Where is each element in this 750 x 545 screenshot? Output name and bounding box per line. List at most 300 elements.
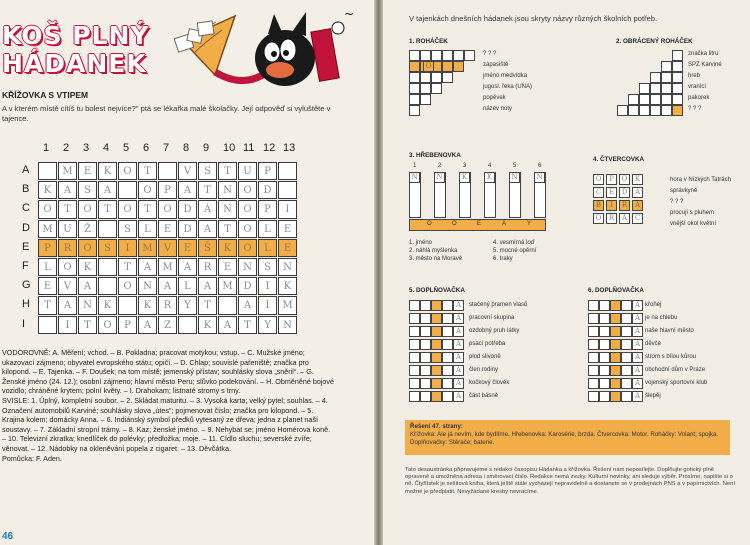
grid-cell: T — [198, 296, 217, 314]
sec3-top-letter: N — [434, 172, 445, 183]
grid-cell: S — [98, 239, 117, 257]
sec5-cell — [442, 326, 453, 337]
row-letter: H — [22, 298, 30, 311]
grid-cell: T — [78, 316, 97, 334]
grid-cell: K — [98, 162, 117, 180]
puzzle-cell — [672, 72, 683, 83]
grid-cell: R — [198, 258, 217, 276]
column-number: 13 — [283, 142, 296, 154]
grid-cell: D — [178, 200, 197, 218]
sec5-cell — [431, 339, 442, 350]
puzzle-cell — [431, 72, 442, 83]
sec6-clue: křoňej — [645, 302, 662, 308]
sec3-top-letter: N — [534, 172, 545, 183]
grid-cell — [98, 258, 117, 276]
sec5-cell: A — [453, 313, 464, 324]
grid-cell: A — [178, 181, 197, 199]
sec5-cell: A — [453, 391, 464, 402]
sec6-cell — [621, 313, 632, 324]
grid-cell: P — [258, 200, 277, 218]
sec4-clue: vnější okol květní — [670, 221, 717, 227]
sec4-clue: hora v Nízkých Tatrách — [670, 177, 731, 183]
sec5-clue: člen rodiny — [469, 367, 499, 373]
sec5-cell — [431, 365, 442, 376]
sec6-cell — [621, 339, 632, 350]
grid-cell: N — [278, 258, 297, 276]
sec5-cell — [409, 313, 420, 324]
sec6-cell — [610, 326, 621, 337]
grid-cell: T — [138, 162, 157, 180]
puzzle-cell — [672, 83, 683, 94]
grid-cell: T — [118, 258, 137, 276]
sec5-cell — [409, 378, 420, 389]
column-number: 10 — [223, 142, 236, 154]
sec4-cell: E — [606, 187, 617, 198]
puzzle-cell — [409, 50, 420, 61]
puzzle-cell — [650, 83, 661, 94]
sec3-top-letter: K — [459, 172, 470, 183]
sec6-cell — [621, 326, 632, 337]
sec5-cell: A — [453, 378, 464, 389]
sec1-clue: ? ? ? — [483, 51, 497, 57]
sec5-cell — [409, 300, 420, 311]
puzzle-cell — [650, 94, 661, 105]
grid-cell: T — [58, 200, 77, 218]
grid-cell: M — [38, 220, 57, 238]
svg-text:~: ~ — [344, 7, 355, 21]
grid-cell: I — [258, 277, 277, 295]
sec2-clue: značka litru — [688, 51, 719, 57]
sec5-cell — [420, 339, 431, 350]
sec5-cell — [442, 391, 453, 402]
sec5-cell — [420, 365, 431, 376]
grid-cell: E — [278, 239, 297, 257]
sec5-cell — [431, 352, 442, 363]
sec5-cell — [442, 378, 453, 389]
column-number: 6 — [143, 142, 150, 154]
grid-cell: A — [138, 258, 157, 276]
puzzle-cell — [409, 61, 420, 72]
sec6-cell — [610, 313, 621, 324]
sec3-bottom-letter: A — [502, 221, 507, 227]
grid-cell — [118, 296, 137, 314]
title-line-2: HÁDANEK — [2, 49, 147, 78]
grid-cell: Ž — [78, 220, 97, 238]
sec2-clue: pakorek — [688, 95, 710, 101]
sec1-clue: název noty — [483, 106, 513, 112]
puzzle-cell — [442, 61, 453, 72]
grid-cell: D — [178, 220, 197, 238]
sec5-cell — [409, 365, 420, 376]
grid-cell: T — [98, 200, 117, 218]
sec5-cell — [442, 339, 453, 350]
grid-cell: A — [178, 258, 197, 276]
results-box — [405, 420, 730, 455]
grid-cell — [38, 162, 57, 180]
grid-cell: T — [198, 181, 217, 199]
sec5-cell — [420, 313, 431, 324]
grid-cell: S — [78, 181, 97, 199]
puzzle-cell — [672, 50, 683, 61]
sec2-clue: hreb — [688, 73, 701, 79]
grid-cell: K — [218, 239, 237, 257]
puzzle-cell — [409, 105, 420, 116]
grid-cell: O — [238, 181, 257, 199]
grid-cell: I — [118, 239, 137, 257]
sec6-clue: vojenský sportovní klub — [645, 380, 708, 386]
crossword-subtitle: KŘÍŽOVKA S VTIPEM — [2, 90, 89, 100]
sec5-clue: psací potřeba — [469, 341, 506, 347]
sec4-cell: R — [619, 200, 630, 211]
sec5-cell: A — [453, 326, 464, 337]
sec6-cell — [588, 365, 599, 376]
sec6-cell — [588, 391, 599, 402]
grid-cell: A — [198, 277, 217, 295]
grid-cell: K — [278, 277, 297, 295]
sec6-cell: A — [632, 339, 643, 350]
sec3-col-number: 6 — [538, 163, 542, 169]
sec5-clue: plod slivoně — [469, 354, 501, 360]
sec4-cell: C — [632, 213, 643, 224]
grid-cell: A — [158, 277, 177, 295]
sec6-cell — [588, 378, 599, 389]
grid-cell: A — [78, 277, 97, 295]
sec6-cell: A — [632, 365, 643, 376]
puzzle-cell — [420, 83, 431, 94]
sec6-cell — [610, 391, 621, 402]
column-number: 9 — [203, 142, 210, 154]
sec6-cell — [621, 352, 632, 363]
grid-cell: T — [138, 200, 157, 218]
grid-cell: L — [38, 258, 57, 276]
column-number: 5 — [123, 142, 130, 154]
grid-cell: O — [58, 258, 77, 276]
grid-cell: L — [258, 239, 277, 257]
sec5-cell — [431, 391, 442, 402]
puzzle-cell — [650, 72, 661, 83]
grid-cell: O — [98, 316, 117, 334]
sec4-cell: R — [606, 213, 617, 224]
sec3-title: 3. HŘEBENOVKA — [409, 152, 461, 159]
sec5-cell — [442, 313, 453, 324]
grid-cell: O — [138, 181, 157, 199]
grid-cell: K — [98, 296, 117, 314]
sec2-clue: vranící — [688, 84, 707, 90]
sec1-clue: jméno medvídka — [483, 73, 528, 79]
grid-cell: E — [38, 277, 57, 295]
grid-cell: A — [58, 181, 77, 199]
grid-cell: I — [58, 316, 77, 334]
grid-cell: A — [138, 316, 157, 334]
sec6-cell — [610, 365, 621, 376]
grid-cell: P — [118, 316, 137, 334]
sec3-clue: 6. traky — [493, 256, 513, 262]
sec6-clue: obchodní dům v Praze — [645, 367, 706, 373]
grid-cell: S — [118, 220, 137, 238]
sec6-cell — [621, 378, 632, 389]
grid-cell: M — [218, 277, 237, 295]
grid-cell: O — [238, 220, 257, 238]
column-number: 1 — [43, 142, 50, 154]
grid-cell — [218, 296, 237, 314]
grid-cell: I — [258, 296, 277, 314]
grid-cell: T — [38, 296, 57, 314]
grid-cell: T — [218, 220, 237, 238]
sec6-cell: A — [632, 378, 643, 389]
grid-cell: D — [258, 181, 277, 199]
sec3-col-number: 2 — [438, 163, 442, 169]
puzzle-cell — [617, 105, 628, 116]
grid-cell: M — [278, 296, 297, 314]
puzzle-cell — [661, 94, 672, 105]
definitions-note: Pomůcka: F. Aden. — [2, 453, 62, 463]
sec3-top-letter: N — [409, 172, 420, 183]
sec3-col-number: 4 — [488, 163, 492, 169]
grid-cell: Á — [198, 200, 217, 218]
sec3-top-letter: N — [509, 172, 520, 183]
sec3-clue: 5. mocné opěrní — [493, 248, 537, 254]
sec5-cell — [420, 300, 431, 311]
sec3-bottom-letter: Y — [527, 221, 532, 227]
sec5-cell — [442, 365, 453, 376]
sec4-clue: procují s pluhem — [670, 210, 715, 216]
grid-cell: O — [118, 200, 137, 218]
sec4-cell: O — [619, 174, 630, 185]
grid-cell: R — [158, 296, 177, 314]
grid-cell: M — [158, 258, 177, 276]
grid-cell: M — [138, 239, 157, 257]
grid-cell: N — [238, 258, 257, 276]
sec6-clue: naše hlavní město — [645, 328, 694, 334]
book-gutter — [374, 0, 383, 545]
sec1-top-letter: O — [423, 61, 434, 72]
puzzle-cell — [409, 72, 420, 83]
puzzle-cell — [409, 94, 420, 105]
grid-cell: O — [118, 277, 137, 295]
sec3-col-number: 5 — [513, 163, 517, 169]
grid-cell: S — [198, 162, 217, 180]
sec6-clue: šlepěj — [645, 393, 661, 399]
sec6-cell — [588, 352, 599, 363]
row-letter: B — [22, 183, 30, 196]
sec6-cell — [599, 352, 610, 363]
sec5-cell — [420, 352, 431, 363]
sec4-cell: D — [619, 187, 630, 198]
grid-cell: L — [178, 277, 197, 295]
results-text: Křížovka: Ale já nevím, kde bydlíme. Hřebenovka: Karosérie, brzda. Čtvercovka: Motor. Roháčky: Volant; spojka. Doplňovačky: Stěrače; baterie. — [410, 431, 719, 446]
row-letter: C — [22, 202, 30, 215]
puzzle-cell — [420, 72, 431, 83]
row-letter: G — [22, 279, 31, 292]
sec6-cell — [599, 391, 610, 402]
sec6-cell — [588, 313, 599, 324]
puzzle-cell — [420, 94, 431, 105]
grid-cell — [98, 277, 117, 295]
grid-cell: O — [238, 200, 257, 218]
sec1-clue: jugosl. řeka (UNA) — [483, 84, 533, 90]
column-number: 12 — [263, 142, 276, 154]
puzzle-cell — [453, 50, 464, 61]
title-line-1: KOŠ PLNÝ — [2, 21, 150, 50]
puzzle-cell — [661, 83, 672, 94]
puzzle-cell — [661, 105, 672, 116]
grid-cell: O — [118, 162, 137, 180]
grid-cell: A — [98, 181, 117, 199]
sec5-cell: A — [453, 365, 464, 376]
sec4-cell: A — [632, 200, 643, 211]
grid-cell: A — [58, 296, 77, 314]
grid-cell: T — [218, 162, 237, 180]
sec5-cell — [409, 352, 420, 363]
sec5-clue: stačený pramen vlasů — [469, 302, 528, 308]
grid-cell: U — [58, 220, 77, 238]
sec4-cell: C — [593, 187, 604, 198]
puzzle-cell — [661, 72, 672, 83]
grid-cell — [98, 220, 117, 238]
grid-cell: O — [38, 200, 57, 218]
puzzle-cell — [420, 50, 431, 61]
grid-cell: E — [218, 258, 237, 276]
sec6-cell — [599, 339, 610, 350]
grid-cell: N — [78, 296, 97, 314]
puzzle-cell — [661, 61, 672, 72]
sec5-clue: pracovní skupina — [469, 315, 515, 321]
sec5-cell — [409, 326, 420, 337]
puzzle-cell — [672, 94, 683, 105]
sec5-cell — [431, 300, 442, 311]
grid-cell: M — [58, 162, 77, 180]
grid-cell — [118, 181, 137, 199]
sec6-cell — [599, 365, 610, 376]
sec6-cell — [610, 352, 621, 363]
puzzle-cell — [442, 50, 453, 61]
puzzle-cell — [628, 94, 639, 105]
sec6-cell: A — [632, 326, 643, 337]
sec6-cell — [588, 326, 599, 337]
page-number: 46 — [2, 531, 14, 542]
grid-cell: N — [138, 277, 157, 295]
sec6-cell — [621, 365, 632, 376]
sec5-cell: A — [453, 352, 464, 363]
column-number: 11 — [243, 142, 255, 154]
row-letter: A — [22, 164, 30, 176]
grid-cell: O — [238, 239, 257, 257]
grid-cell — [278, 162, 297, 180]
definitions — [2, 348, 335, 463]
grid-cell: O — [78, 239, 97, 257]
puzzle-cell — [431, 83, 442, 94]
sec6-cell — [610, 378, 621, 389]
sec5-clue: část básně — [469, 393, 499, 399]
sec4-cell: A — [619, 213, 630, 224]
sec6-cell: A — [632, 352, 643, 363]
grid-cell: E — [158, 220, 177, 238]
grid-cell — [158, 162, 177, 180]
grid-cell: P — [158, 181, 177, 199]
grid-cell: I — [278, 200, 297, 218]
grid-cell: V — [158, 239, 177, 257]
sec5-clue: ozdobný pruh látky — [469, 328, 520, 334]
sec5-cell — [420, 391, 431, 402]
sec2-title: 2. OBRÁCENÝ ROHÁČEK — [616, 38, 693, 45]
column-number: 2 — [63, 142, 70, 154]
column-number: 3 — [83, 142, 90, 154]
grid-cell: A — [218, 316, 237, 334]
sec1-clue: zápasiště — [483, 62, 509, 68]
page-title — [2, 22, 150, 78]
row-letter: D — [22, 221, 30, 234]
grid-cell: P — [38, 239, 57, 257]
left-page — [0, 0, 374, 545]
grid-cell: Y — [258, 316, 277, 334]
sec3-clue: 2. náhlá myšlenka — [409, 248, 458, 254]
grid-cell: L — [258, 220, 277, 238]
puzzle-cell — [650, 105, 661, 116]
grid-cell: K — [38, 181, 57, 199]
sec5-cell: A — [453, 339, 464, 350]
puzzle-cell — [442, 72, 453, 83]
right-page — [383, 0, 750, 545]
puzzle-cell — [453, 61, 464, 72]
sec5-cell — [442, 352, 453, 363]
grid-cell: E — [278, 220, 297, 238]
sec3-clue: 4. vesmírná loď — [493, 240, 535, 246]
crossword-intro: A v kterém místě cítíš tu bolest nejvíce?" ptá se lékařka malé školačky. Její odpověď si vyluštěte v tajence. — [2, 104, 331, 123]
grid-cell: O — [78, 200, 97, 218]
grid-cell: N — [218, 200, 237, 218]
grid-cell — [278, 181, 297, 199]
row-letter: F — [22, 260, 29, 272]
grid-cell: A — [198, 220, 217, 238]
row-letter: I — [22, 317, 26, 330]
grid-cell: D — [238, 277, 257, 295]
sec5-cell — [420, 378, 431, 389]
right-header: V tajenkách dnešních hádanek jsou skryty názvy různých školních potřeb. — [409, 14, 658, 23]
column-number: 7 — [163, 142, 170, 154]
sec6-clue: je na chlebu — [645, 315, 678, 321]
sec3-top-letter: K — [484, 172, 495, 183]
sec6-cell — [621, 300, 632, 311]
definitions-across: VODOROVNĚ: A. Měření; vchod. – B. Pokladna; pracovat motykou; vstup. – C. Mužské jméno; ukazovací zájmeno; obyvatel evropského státu; opičí. – D. Chlap; souvislé pařeniště; značka pro kilopond. – E. Tajenka. – F. Doušek; na tom místě; jemenský přístav; souhlásky slova „sněril“. – G. Ženské jméno (24. 12.); osobní zájmeno; hlavní město Peru; slůvko podekování. – H. Obměněné bojové vozidlo; chráněné krytem; polní květy. – I. Drahokam; listnaté stromy s trny. — [2, 348, 335, 396]
grid-cell — [38, 316, 57, 334]
sec2-clue: ? ? ? — [688, 106, 702, 112]
sec4-cell: O — [593, 174, 604, 185]
puzzle-cell — [464, 50, 475, 61]
sec5-cell — [409, 339, 420, 350]
grid-cell: P — [258, 162, 277, 180]
sec5-cell — [442, 300, 453, 311]
grid-cell: K — [198, 316, 217, 334]
sec5-clue: kočkový člověk — [469, 380, 510, 386]
sec3-clue: 3. město na Moravě — [409, 256, 463, 262]
grid-cell: E — [78, 162, 97, 180]
grid-cell: T — [238, 316, 257, 334]
sec4-title: 4. ČTVERCOVKA — [593, 156, 645, 163]
footer-note: Tato desaustránka připravujeme s redakcí časopisu Hádanka a křížovka. Řešení nám neposílejte. Doplňujte gotický plně opravené a umožněna adresa i směrovací číslo. Redakce nemá zvuky. Kulturní novinky, ani sleduje výběr. Prosíme, napište si o ně. Čtyřlístek je sešitová kniha, která ještě stále vycházejí nepravidelně a dostanete se v prodejnách PNS a v papírnictvích. Není možné je předplatit. Nevyžádané kresby nevracíme. — [405, 467, 735, 495]
puzzle-cell — [431, 50, 442, 61]
column-number: 4 — [103, 142, 110, 154]
sec6-clue: děvče — [645, 341, 662, 347]
grid-cell: N — [218, 181, 237, 199]
sec5-cell — [431, 326, 442, 337]
sec2-clue: SPZ Karviné — [688, 62, 722, 68]
puzzle-cell — [672, 105, 683, 116]
definitions-down: SVISLE: 1. Úplný, kompletní soubor. – 2. Skládat maturitu. – 3. Vysoká karta; velký pytel; souhlas. – 4. Označení automobilů Karviné; souhlásky slova „útes“; pojmenovat číslo; značka pro kilopond. – 5. Krajina kolem; domácky Anna. – 6. Indiánský symbol předků vytesaný ze dřeva; jedna z planet naší soustavy. – 7. Základní stropní trámy. – 8. Kaz; ženské jméno. – 9. Nehybat se; jméno Homérova koně. – 10. Televizní zkratka; knedlíček do polévky; předložka; moje. – 11. Cídlo sluchu; severské zvíře; věnovat. – 12. Nádobky na okleněvání popela z cigaret. – 13. Děvčátka. — [2, 395, 331, 453]
sec1-clue: popěvek — [483, 95, 506, 101]
sec4-cell: O — [593, 213, 604, 224]
results-title: Řešení 47. strany: — [410, 423, 463, 430]
sec3-bottom-letter: E — [477, 221, 482, 227]
